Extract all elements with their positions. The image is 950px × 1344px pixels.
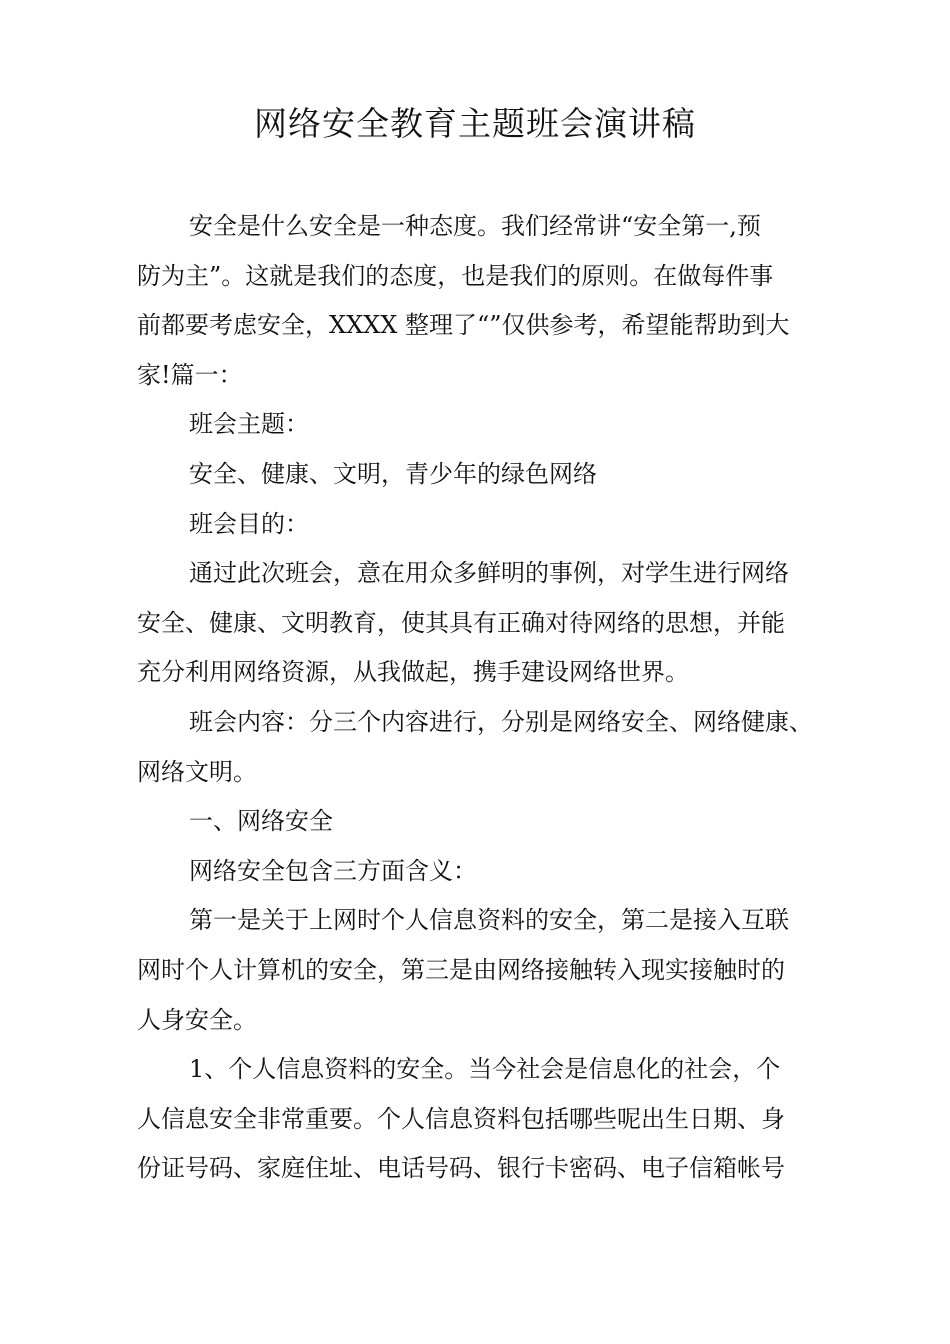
text-line: 网络安全包含三方面含义：	[189, 856, 477, 885]
paragraph	[137, 450, 837, 500]
paragraph	[137, 797, 837, 847]
text-line: 防为主”。这就是我们的态度，也是我们的原则。在做每件事	[137, 261, 774, 290]
text-line: 人身安全。	[137, 1005, 257, 1034]
text-line: 班会目的：	[189, 509, 309, 538]
document-body	[137, 202, 837, 1194]
text-line: 通过此次班会，意在用众多鲜明的事例，对学生进行网络	[189, 559, 789, 588]
paragraph	[137, 1045, 837, 1194]
paragraph	[137, 202, 837, 400]
text-line: 人信息安全非常重要。个人信息资料包括哪些呢出生日期、身	[137, 1104, 785, 1133]
text-line: 前都要考虑安全，XXXX 整理了“”仅供参考，希望能帮助到大	[137, 311, 790, 340]
text-line: 安全是什么安全是一种态度。我们经常讲“安全第一,预	[189, 212, 761, 240]
text-line: 家!篇一：	[137, 360, 243, 389]
text-line: 网时个人计算机的安全，第三是由网络接触转入现实接触时的	[137, 955, 785, 984]
paragraph	[137, 896, 837, 1045]
text-line: 一、网络安全	[189, 807, 333, 836]
document-title: 网络安全教育主题班会演讲稿	[254, 104, 696, 143]
text-line: 安全、健康、文明，青少年的绿色网络	[189, 459, 597, 488]
text-line: 班会内容：分三个内容进行，分别是网络安全、网络健康、	[189, 707, 813, 736]
paragraph	[137, 698, 837, 797]
text-line: 第一是关于上网时个人信息资料的安全，第二是接入互联	[189, 906, 789, 935]
text-line: 班会主题：	[189, 410, 309, 439]
text-line: 1、个人信息资料的安全。当今社会是信息化的社会，个	[189, 1055, 781, 1084]
text-line: 网络文明。	[137, 757, 257, 786]
paragraph	[137, 500, 837, 550]
paragraph	[137, 400, 837, 450]
text-line: 份证号码、家庭住址、电话号码、银行卡密码、电子信箱帐号	[137, 1154, 785, 1183]
paragraph	[137, 847, 837, 897]
text-line: 安全、健康、文明教育，使其具有正确对待网络的思想，并能	[137, 608, 785, 637]
text-line: 充分利用网络资源，从我做起，携手建设网络世界。	[137, 658, 689, 687]
paragraph	[137, 549, 837, 698]
